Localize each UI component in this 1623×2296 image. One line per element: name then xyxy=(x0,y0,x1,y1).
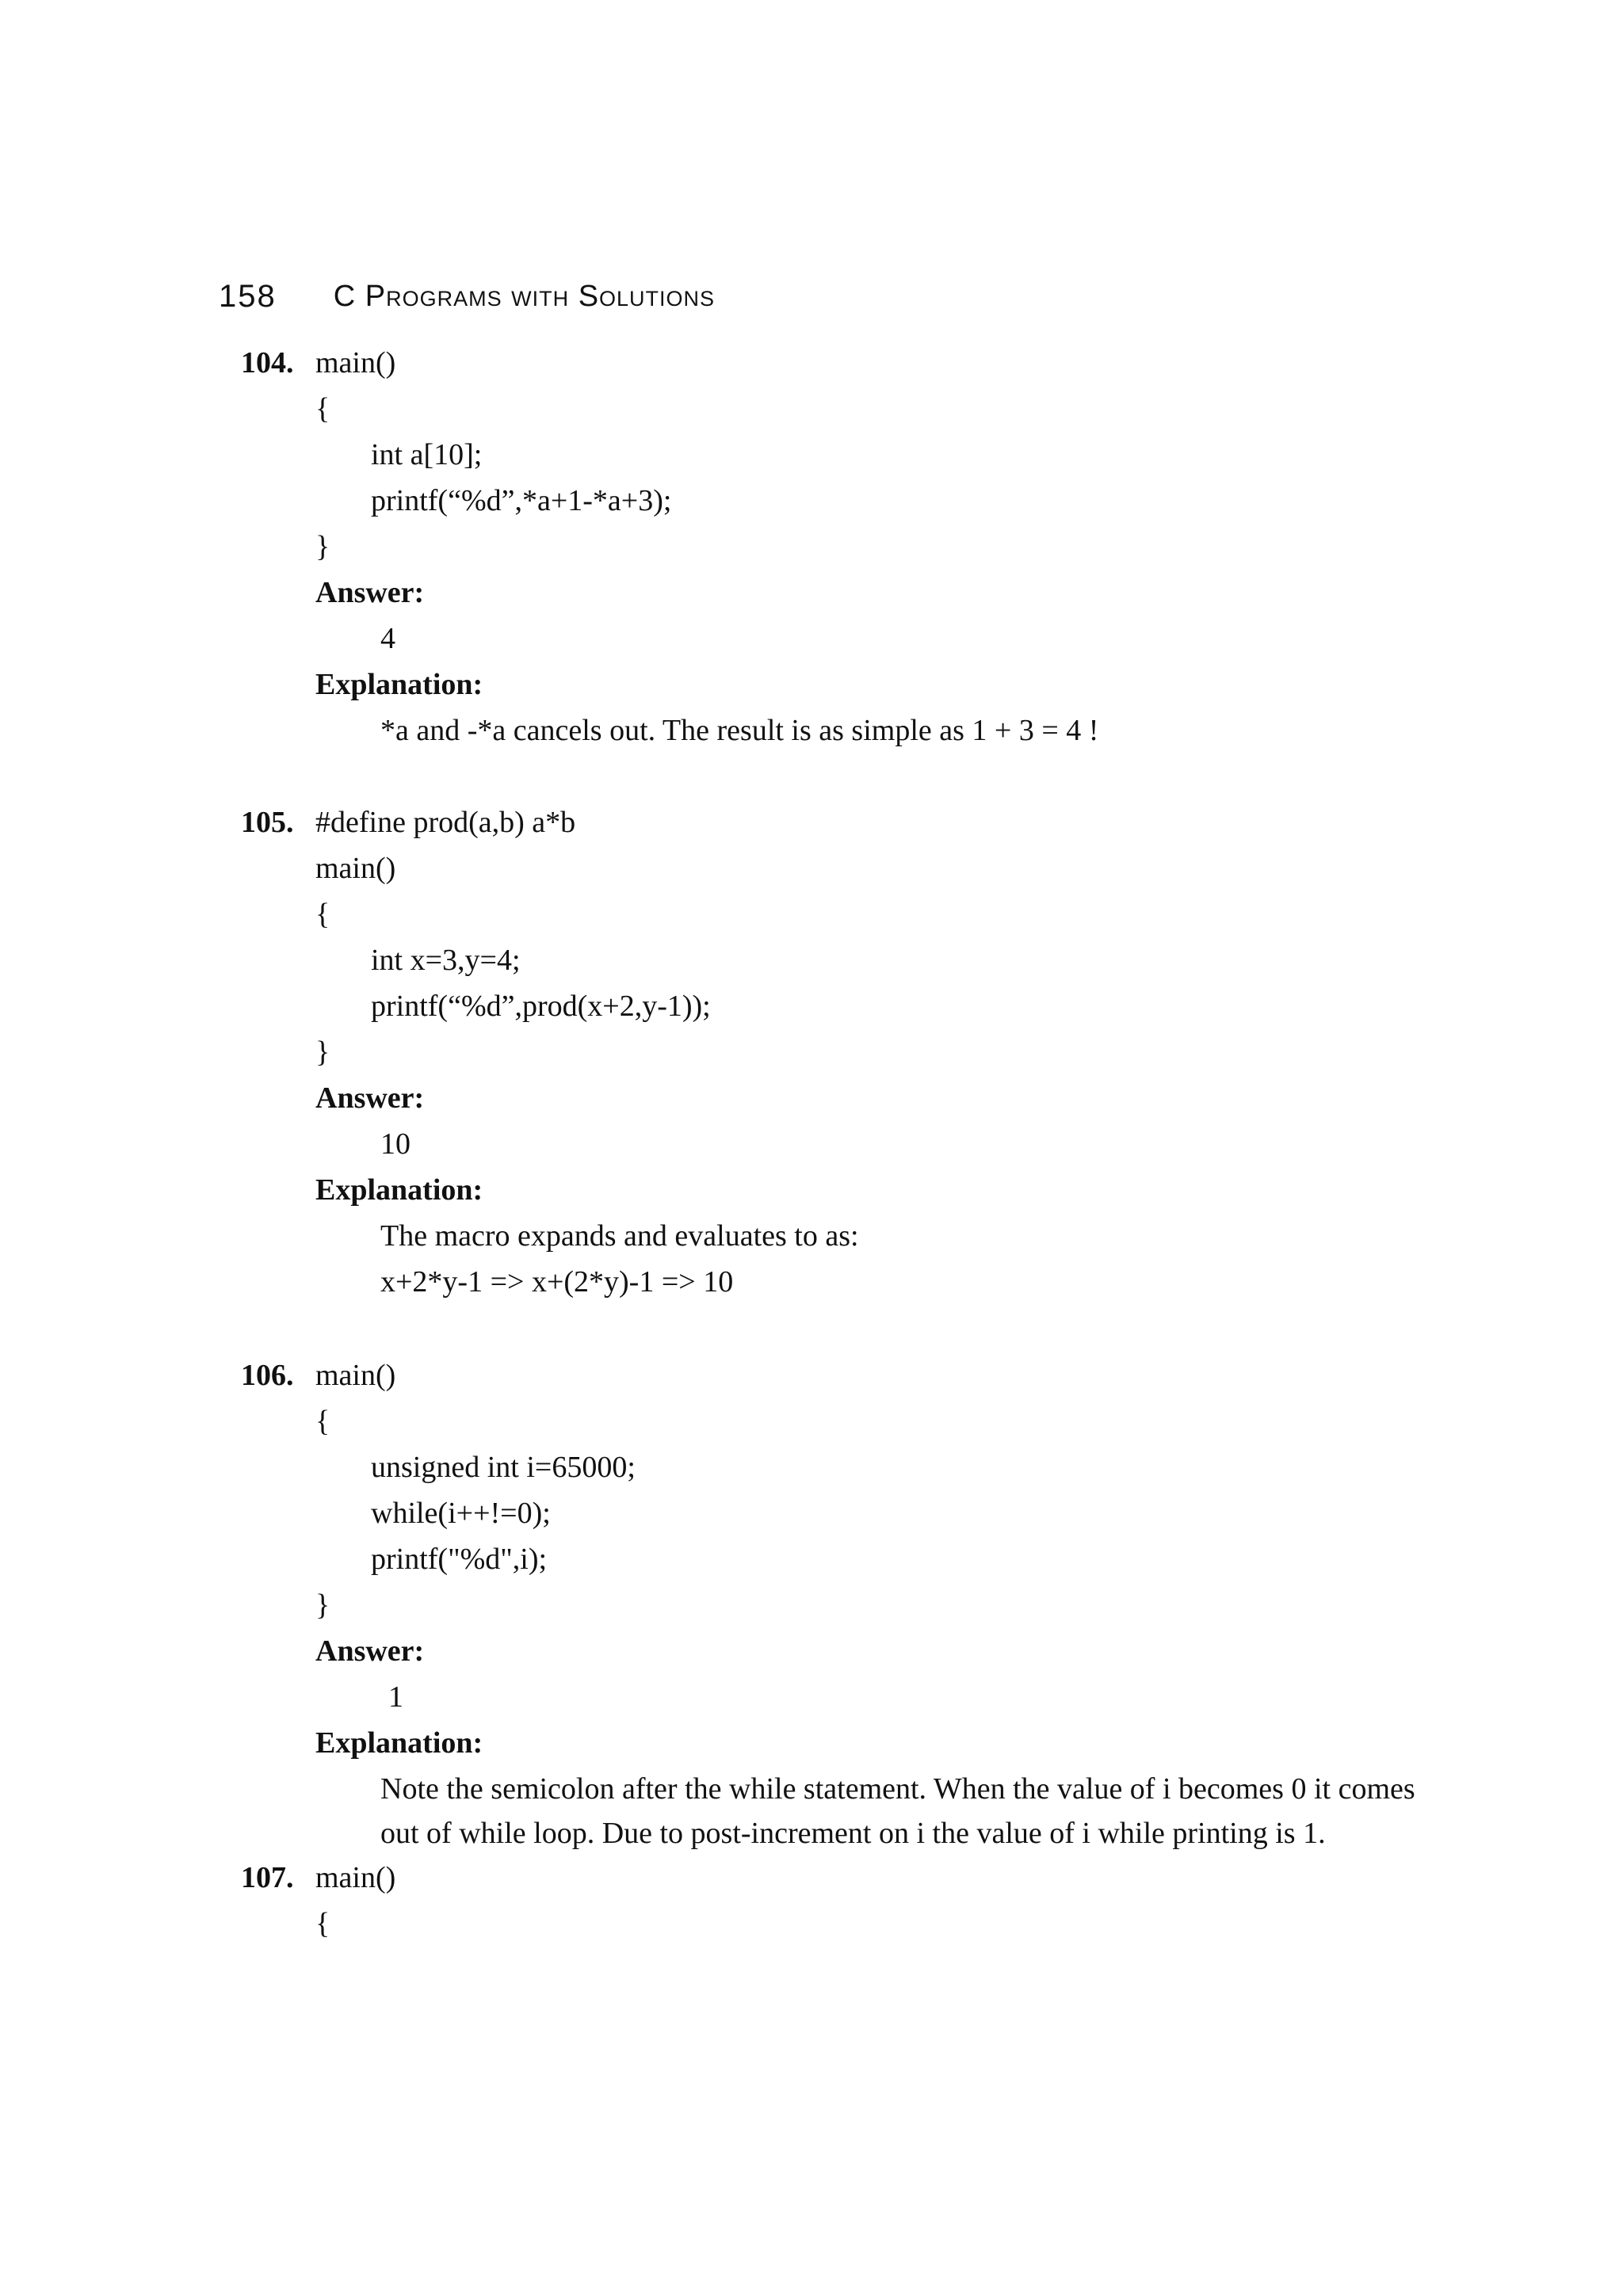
question-number: 105. xyxy=(241,806,294,839)
code-line: { xyxy=(315,1907,330,1940)
code-line: while(i++!=0); xyxy=(371,1497,551,1530)
answer-value: 1 xyxy=(388,1680,403,1714)
code-line: main() xyxy=(315,1861,396,1894)
code-line: main() xyxy=(315,346,396,379)
explanation-label: Explanation: xyxy=(315,1726,483,1760)
explanation-text: *a and -*a cancels out. The result is as simple as 1 + 3 = 4 ! xyxy=(380,714,1099,747)
explanation-text: x+2*y-1 => x+(2*y)-1 => 10 xyxy=(380,1265,734,1299)
code-line: } xyxy=(315,530,330,563)
code-line: { xyxy=(315,1405,330,1438)
question-number: 104. xyxy=(241,346,294,379)
book-title: C Programs with Solutions xyxy=(333,279,716,313)
answer-value: 4 xyxy=(380,622,395,655)
code-line: unsigned int i=65000; xyxy=(371,1451,636,1484)
explanation-text: The macro expands and evaluates to as: xyxy=(380,1219,859,1253)
code-line: printf("%d",i); xyxy=(371,1543,548,1576)
explanation-text: Note the semicolon after the while statement. When the value of i becomes 0 it comes out of while loop. Due to post-increment on i the value of i while printing is 1. xyxy=(380,1772,1415,1850)
explanation-label: Explanation: xyxy=(315,668,483,701)
page-number: 158 xyxy=(219,278,277,314)
answer-label: Answer: xyxy=(315,1634,425,1668)
code-line: } xyxy=(315,1589,330,1622)
code-line: #define prod(a,b) a*b xyxy=(315,806,576,839)
page-header xyxy=(219,273,715,320)
code-line: { xyxy=(315,392,330,425)
question-number: 107. xyxy=(241,1861,294,1894)
code-line: main() xyxy=(315,852,396,885)
explanation-label: Explanation: xyxy=(315,1173,483,1207)
question-number: 106. xyxy=(241,1359,294,1392)
answer-label: Answer: xyxy=(315,576,425,609)
code-line: int x=3,y=4; xyxy=(371,944,521,977)
answer-label: Answer: xyxy=(315,1081,425,1115)
code-line: printf(“%d”,prod(x+2,y-1)); xyxy=(371,990,711,1023)
code-line: int a[10]; xyxy=(371,438,483,471)
code-line: main() xyxy=(315,1359,396,1392)
answer-value: 10 xyxy=(380,1127,411,1161)
code-line: { xyxy=(315,898,330,931)
code-line: } xyxy=(315,1035,330,1069)
code-line: printf(“%d”,*a+1-*a+3); xyxy=(371,484,672,517)
